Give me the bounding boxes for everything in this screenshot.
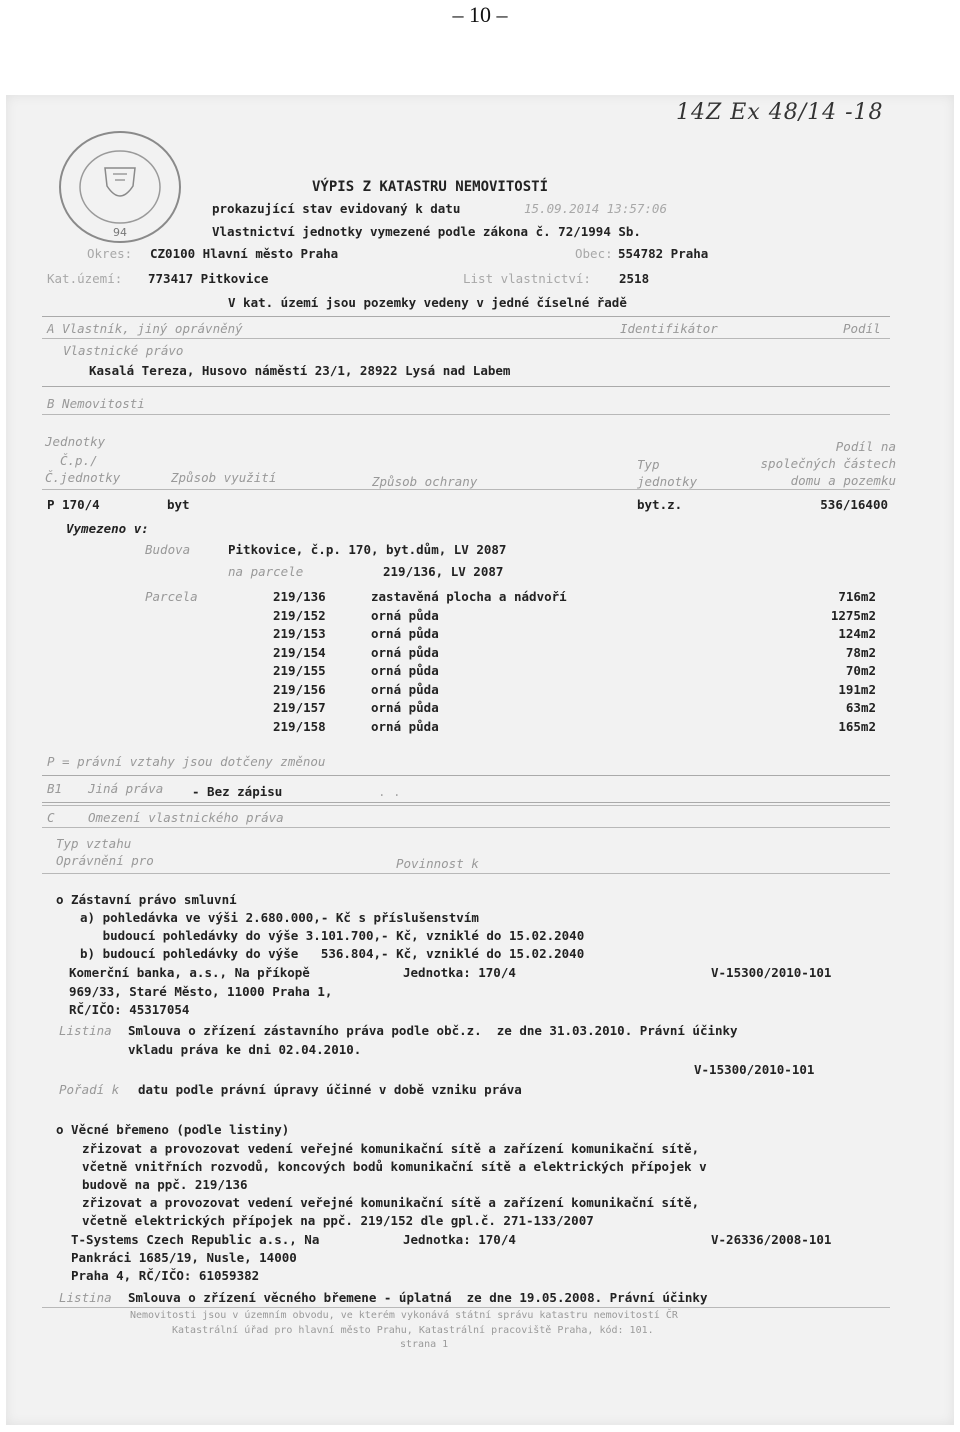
parcel-area: 165m2: [838, 719, 876, 734]
section-a-title: A Vlastník, jiný oprávněný: [47, 321, 243, 336]
item-title: o Věcné břemeno (podle listiny): [56, 1122, 290, 1137]
lv-value: 2518: [619, 271, 650, 286]
parcel-type: orná půda: [371, 663, 439, 678]
katuzemi-value: 773417 Pitkovice: [148, 271, 269, 286]
parcel-id: 219/156: [273, 682, 326, 697]
obec-value: 554782 Praha: [618, 246, 709, 261]
footer-line-1: Nemovitosti jsou v územním obvodu, ve kterém vykonává státní správu katastru nemovitostí ČR: [130, 1310, 678, 1321]
unit-id: P 170/4: [47, 497, 100, 512]
parcel-type: orná půda: [371, 626, 439, 641]
item-line: zřizovat a provozovat vedení veřejné komunikační sítě a zařízení komunikační sítě,: [82, 1141, 700, 1156]
parcel-area: 63m2: [845, 700, 876, 715]
item-line: zřizovat a provozovat vedení veřejné komunikační sítě a zařízení komunikační sítě,: [82, 1195, 700, 1210]
poradi-label: Pořadí k: [59, 1082, 120, 1097]
col-cp: Č.p./: [60, 453, 98, 468]
budova-value: Pitkovice, č.p. 170, byt.dům, LV 2087: [228, 542, 507, 557]
state-date: 15.09.2014 13:57:06: [524, 201, 667, 216]
section-a-subtitle: Vlastnické právo: [63, 343, 184, 358]
parcel-id: 219/154: [273, 645, 326, 660]
col-zpusob-vyuziti: Způsob využití: [171, 470, 277, 485]
parcel-area: 124m2: [838, 626, 876, 641]
item-line: a) pohledávka ve výši 2.680.000,- Kč s příslušenstvím: [80, 910, 479, 925]
na-parcele-label: na parcele: [228, 564, 304, 579]
p-note: P = právní vztahy jsou dotčeny změnou: [47, 754, 326, 769]
parcel-id: 219/157: [273, 700, 326, 715]
parcel-id: 219/158: [273, 719, 326, 734]
listina-label: Listina: [59, 1290, 112, 1305]
parcel-type: zastavěná plocha a nádvoří: [371, 589, 567, 604]
parcel-id: 219/152: [273, 608, 326, 623]
parcel-area: 716m2: [838, 589, 876, 604]
listina-line: vkladu práva ke dni 02.04.2010.: [128, 1042, 362, 1057]
vymezeno-label: Vymezeno v:: [66, 521, 149, 536]
col-identifikator: Identifikátor: [620, 321, 718, 336]
poradi-value: datu podle právní úpravy účinné v době vzniku práva: [138, 1082, 522, 1097]
unit-share: 536/16400: [820, 497, 888, 512]
office-stamp: [55, 128, 185, 246]
owner: Kasalá Tereza, Husovo náměstí 23/1, 28922 Lysá nad Labem: [89, 363, 511, 378]
obec-label: Obec:: [575, 246, 613, 261]
parcel-id: 219/153: [273, 626, 326, 641]
okres-value: CZ0100 Hlavní město Praha: [150, 246, 339, 261]
jednotka-ref: Jednotka: 170/4: [403, 965, 516, 980]
item-line: včetně vnitřních rozvodů, koncových bodů komunikační sítě a elektrických přípojek v: [82, 1159, 707, 1174]
listina-line: Smlouva o zřízení zástavního práva podle obč.z. ze dne 31.03.2010. Právní účinky: [128, 1023, 738, 1038]
jednotka-ref: Jednotka: 170/4: [403, 1232, 516, 1247]
section-c-code: C: [47, 810, 55, 825]
budova-label: Budova: [145, 542, 191, 557]
page-number: – 10 –: [452, 2, 508, 27]
section-c-title: Omezení vlastnického práva: [88, 810, 284, 825]
file-ref: V-26336/2008-101: [711, 1232, 832, 1247]
col-typ-2: jednotky: [637, 474, 698, 489]
beneficiary-line: Praha 4, RČ/IČO: 61059382: [71, 1268, 260, 1283]
stamp-number: 94: [113, 226, 127, 239]
footer-page: strana 1: [400, 1339, 449, 1350]
creditor-line: Komerční banka, a.s., Na příkopě: [69, 965, 310, 980]
numbering-note: V kat. území jsou pozemky vedeny v jedné číselné řadě: [228, 295, 627, 310]
file-ref: V-15300/2010-101: [711, 965, 832, 980]
section-b1-code: B1: [47, 781, 63, 796]
listina-line: Smlouva o zřízení věcného břemene - úplatná ze dne 19.05.2008. Právní účinky: [128, 1290, 708, 1305]
parcel-type: orná půda: [371, 645, 439, 660]
state-label: prokazující stav evidovaný k datu: [212, 201, 461, 216]
creditor-line: 969/33, Staré Město, 11000 Praha 1,: [69, 984, 333, 999]
item-line: budově na ppč. 219/136: [82, 1177, 248, 1192]
listina-label: Listina: [59, 1023, 112, 1038]
typ-vztahu-label: Typ vztahu: [56, 836, 132, 851]
section-b-title: B Nemovitosti: [47, 396, 145, 411]
col-zpusob-ochrany: Způsob ochrany: [372, 474, 478, 489]
na-parcele-value: 219/136, LV 2087: [383, 564, 504, 579]
col-jednotky: Č.jednotky: [45, 470, 121, 485]
parcel-area: 1275m2: [830, 608, 876, 623]
unit-use: byt: [167, 497, 190, 512]
file-ref-2: V-15300/2010-101: [694, 1062, 815, 1077]
parcela-label: Parcela: [145, 589, 198, 604]
parcel-type: orná půda: [371, 719, 439, 734]
col-podil: Podíl: [843, 321, 881, 336]
parcel-type: orná půda: [371, 700, 439, 715]
footer-line-2: Katastrální úřad pro hlavní město Prahu, Katastrální pracoviště Praha, kód: 101.: [172, 1325, 654, 1336]
col-podil-1: Podíl na: [835, 439, 896, 454]
col-podil-2: společných částech: [760, 456, 896, 471]
povinnost-k-label: Povinnost k: [396, 856, 479, 871]
item-title: o Zástavní právo smluvní: [56, 892, 237, 907]
beneficiary-line: Pankráci 1685/19, Nusle, 14000: [71, 1250, 297, 1265]
katuzemi-label: Kat.území:: [47, 271, 123, 286]
parcel-area: 191m2: [838, 682, 876, 697]
parcel-id: 219/155: [273, 663, 326, 678]
units-label: Jednotky: [45, 434, 106, 449]
parcel-id: 219/136: [273, 589, 326, 604]
lv-label: List vlastnictví:: [463, 271, 591, 286]
col-typ: Typ: [637, 457, 660, 472]
section-b1-value: - Bez zápisu: [192, 784, 283, 799]
parcel-area: 78m2: [845, 645, 876, 660]
creditor-line: RČ/IČO: 45317054: [69, 1002, 190, 1017]
item-line: včetně elektrických přípojek na ppč. 219/152 dle gpl.č. 271-133/2007: [82, 1213, 594, 1228]
section-b1-title: Jiná práva: [88, 781, 164, 796]
law-line: Vlastnictví jednotky vymezené podle zákona č. 72/1994 Sb.: [212, 224, 641, 239]
document-title: VÝPIS Z KATASTRU NEMOVITOSTÍ: [312, 179, 549, 195]
parcel-type: orná půda: [371, 682, 439, 697]
opravneni-pro-label: Oprávnění pro: [56, 853, 154, 868]
okres-label: Okres:: [87, 246, 133, 261]
item-line: budoucí pohledávky do výše 3.101.700,- Kč, vzniklé do 15.02.2040: [80, 928, 585, 943]
section-b1-dots: . .: [378, 784, 401, 799]
item-line: b) budoucí pohledávky do výše 536.804,- Kč, vzniklé do 15.02.2040: [80, 946, 585, 961]
col-podil-3: domu a pozemku: [790, 473, 896, 488]
beneficiary-line: T-Systems Czech Republic a.s., Na: [71, 1232, 320, 1247]
unit-type: byt.z.: [637, 497, 683, 512]
parcel-type: orná půda: [371, 608, 439, 623]
handwritten-note: 14Z Ex 48/14 -18: [676, 100, 884, 125]
parcel-area: 70m2: [845, 663, 876, 678]
